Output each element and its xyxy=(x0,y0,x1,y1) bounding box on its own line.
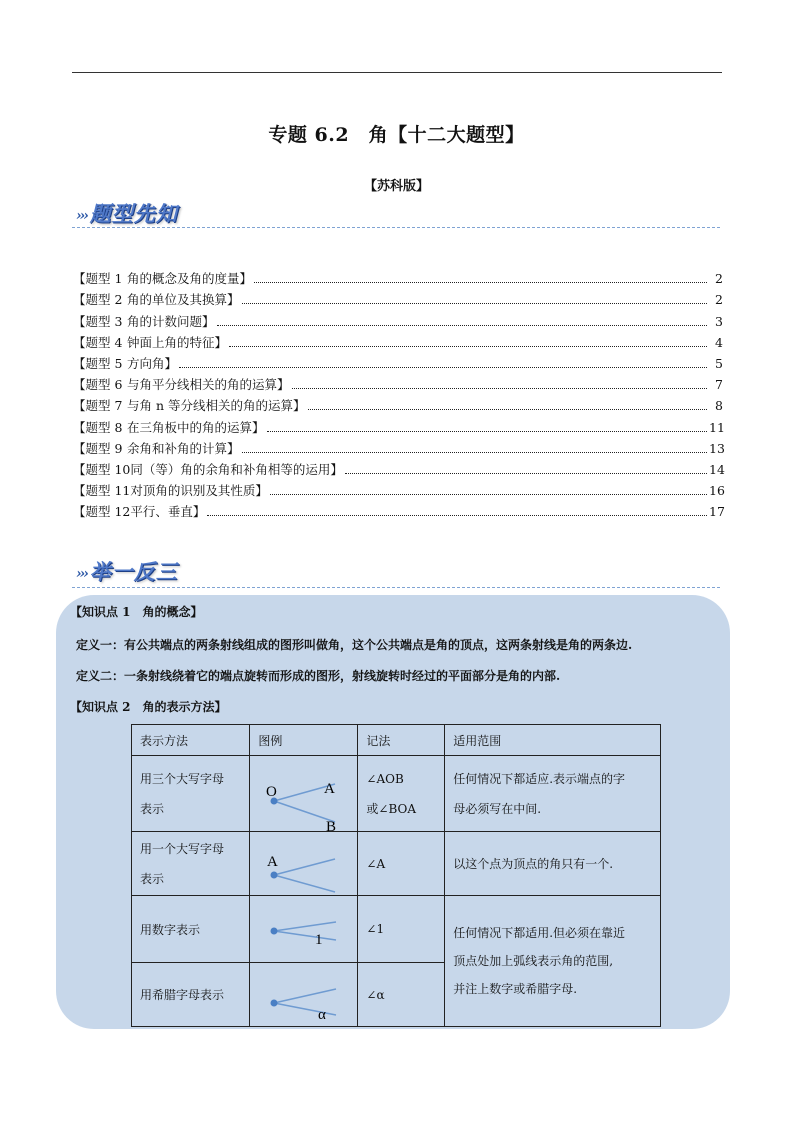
table-cell: ∠AOB 或∠BOA xyxy=(358,756,445,832)
ray-upper xyxy=(274,989,336,1003)
toc-item-label: 平行、垂直】 xyxy=(130,504,206,520)
toc-item-label: 角的单位及其换算】 xyxy=(127,292,240,308)
label-alpha: α xyxy=(318,1007,327,1023)
toc-item-number: 【题型 10 xyxy=(73,461,131,477)
toc-page-number: 7 xyxy=(715,377,723,393)
table-header: 图例 xyxy=(250,725,358,756)
angle-a-figure xyxy=(250,832,357,895)
toc-leader-dots xyxy=(308,409,708,410)
vertex-point xyxy=(271,928,278,935)
table-cell: 任何情况下都适应.表示端点的字 母必须写在中间. xyxy=(445,756,661,832)
toc-item-label: 余角和补角的计算】 xyxy=(127,440,240,456)
definition-2: 定义二：一条射线绕着它的端点旋转而形成的图形，射线旋转时经过的平面部分是角的内部. xyxy=(76,669,561,683)
toc-item-label: 钟面上角的特征】 xyxy=(127,334,228,350)
toc-page-number: 3 xyxy=(715,313,723,329)
overview-banner-text: 题型先知 xyxy=(89,202,178,226)
toc-page-number: 2 xyxy=(715,271,723,287)
table-cell: 用希腊字母表示 xyxy=(132,963,250,1027)
toc-page-number: 5 xyxy=(715,355,723,371)
header-rule xyxy=(72,72,722,73)
table-row xyxy=(132,896,661,963)
page-title: 专题 6.2 角【十二大题型】 xyxy=(268,124,525,146)
vertex-point xyxy=(271,1000,278,1007)
toc-leader-dots xyxy=(270,494,707,495)
angle-aob-figure xyxy=(250,756,357,831)
toc-leader-dots xyxy=(292,388,707,389)
toc-item-number: 【题型 3 xyxy=(73,313,123,329)
toc-item[interactable] xyxy=(73,352,723,373)
table-of-contents xyxy=(73,267,723,521)
edition-label: 【苏科版】 xyxy=(363,179,429,194)
angle-1-figure xyxy=(250,896,357,962)
toc-item-label: 方向角】 xyxy=(127,355,178,371)
toc-item-number: 【题型 8 xyxy=(73,419,123,435)
toc-item[interactable] xyxy=(73,500,723,521)
toc-leader-dots xyxy=(229,346,707,347)
table-header-row xyxy=(132,725,661,756)
knowledge-point-2-title: 【知识点 2 角的表示方法】 xyxy=(70,700,227,714)
toc-item[interactable] xyxy=(73,267,723,288)
toc-item-label: 角的概念及角的度量】 xyxy=(127,271,253,287)
toc-item-label: 角的计数问题】 xyxy=(127,313,215,329)
toc-item[interactable] xyxy=(73,479,723,500)
label-1: 1 xyxy=(315,932,323,948)
practice-banner-text: 举一反三 xyxy=(89,560,178,584)
toc-item-label: 在三角板中的角的运算】 xyxy=(127,419,265,435)
vertex-point xyxy=(271,872,278,879)
angle-alpha-diagram xyxy=(250,963,358,1027)
toc-item[interactable] xyxy=(73,458,723,479)
toc-item[interactable] xyxy=(73,373,723,394)
toc-item-number: 【题型 11 xyxy=(73,483,131,499)
banner-arrows-icon: ››› xyxy=(76,208,87,224)
table-cell: ∠1 xyxy=(358,896,445,963)
table-header: 表示方法 xyxy=(132,725,250,756)
table-cell: 用三个大写字母 表示 xyxy=(132,756,250,832)
toc-leader-dots xyxy=(242,303,707,304)
ray-lower xyxy=(274,875,335,892)
table-cell: ∠A xyxy=(358,832,445,896)
toc-page-number: 8 xyxy=(715,398,723,414)
toc-item[interactable] xyxy=(73,309,723,330)
label-a: A xyxy=(267,854,279,870)
toc-item-number: 【题型 7 xyxy=(73,398,123,414)
definition-1: 定义一：有公共端点的两条射线组成的图形叫做角，这个公共端点是角的顶点，这两条射线是角的两条边. xyxy=(76,638,633,652)
toc-item-number: 【题型 4 xyxy=(73,334,123,350)
toc-page-number: 17 xyxy=(709,504,725,520)
toc-item[interactable] xyxy=(73,288,723,309)
toc-page-number: 14 xyxy=(709,461,725,477)
toc-leader-dots xyxy=(345,473,707,474)
toc-item[interactable] xyxy=(73,437,723,458)
angle-notation-table xyxy=(131,724,661,1027)
practice-banner xyxy=(76,556,178,586)
toc-item-number: 【题型 1 xyxy=(73,271,123,287)
angle-alpha-figure xyxy=(250,963,357,1026)
knowledge-point-1-title: 【知识点 1 角的概念】 xyxy=(70,605,203,619)
label-b: B xyxy=(326,819,337,831)
label-o: O xyxy=(266,784,278,800)
angle-aob-diagram xyxy=(250,756,358,832)
toc-item-number: 【题型 12 xyxy=(73,504,131,520)
ray-lower xyxy=(274,1003,336,1015)
label-a: A xyxy=(324,781,336,797)
angle-1-diagram xyxy=(250,896,358,963)
table-cell: 以这个点为顶点的角只有一个. xyxy=(445,832,661,896)
toc-leader-dots xyxy=(254,282,707,283)
toc-item-number: 【题型 9 xyxy=(73,440,123,456)
shared-scope-cell: 任何情况下都适用.但必须在靠近 顶点处加上弧线表示角的范围, 并注上数字或希腊字母. xyxy=(445,896,661,1027)
toc-leader-dots xyxy=(242,452,707,453)
toc-item-number: 【题型 6 xyxy=(73,377,123,393)
ray-upper xyxy=(274,922,336,931)
banner-arrows-icon: ››› xyxy=(76,566,87,582)
ray-lower xyxy=(274,931,336,940)
table-cell: 用数字表示 xyxy=(132,896,250,963)
toc-item-number: 【题型 5 xyxy=(73,355,123,371)
toc-item[interactable] xyxy=(73,415,723,436)
toc-item-label: 对顶角的识别及其性质】 xyxy=(130,483,268,499)
toc-page-number: 11 xyxy=(709,419,725,435)
toc-item-label: 与角 n 等分线相关的角的运算】 xyxy=(127,398,306,414)
table-header: 适用范围 xyxy=(445,725,661,756)
toc-item[interactable] xyxy=(73,394,723,415)
toc-leader-dots xyxy=(217,325,707,326)
toc-leader-dots xyxy=(267,431,707,432)
toc-item[interactable] xyxy=(73,331,723,352)
toc-item-label: 与角平分线相关的角的运算】 xyxy=(127,377,290,393)
toc-leader-dots xyxy=(207,515,707,516)
ray-upper xyxy=(274,859,335,875)
angle-a-diagram xyxy=(250,832,358,896)
table-row xyxy=(132,832,661,896)
toc-item-number: 【题型 2 xyxy=(73,292,123,308)
toc-item-label: 同（等）角的余角和补角相等的运用】 xyxy=(130,461,343,477)
section-divider xyxy=(72,227,720,228)
toc-page-number: 2 xyxy=(715,292,723,308)
section-divider xyxy=(72,587,720,588)
toc-page-number: 4 xyxy=(715,334,723,350)
table-cell: ∠α xyxy=(358,963,445,1027)
overview-banner xyxy=(76,198,178,228)
toc-page-number: 16 xyxy=(709,483,725,499)
toc-leader-dots xyxy=(179,367,707,368)
table-cell: 用一个大写字母 表示 xyxy=(132,832,250,896)
toc-page-number: 13 xyxy=(709,440,725,456)
table-row xyxy=(132,756,661,832)
table-header: 记法 xyxy=(358,725,445,756)
